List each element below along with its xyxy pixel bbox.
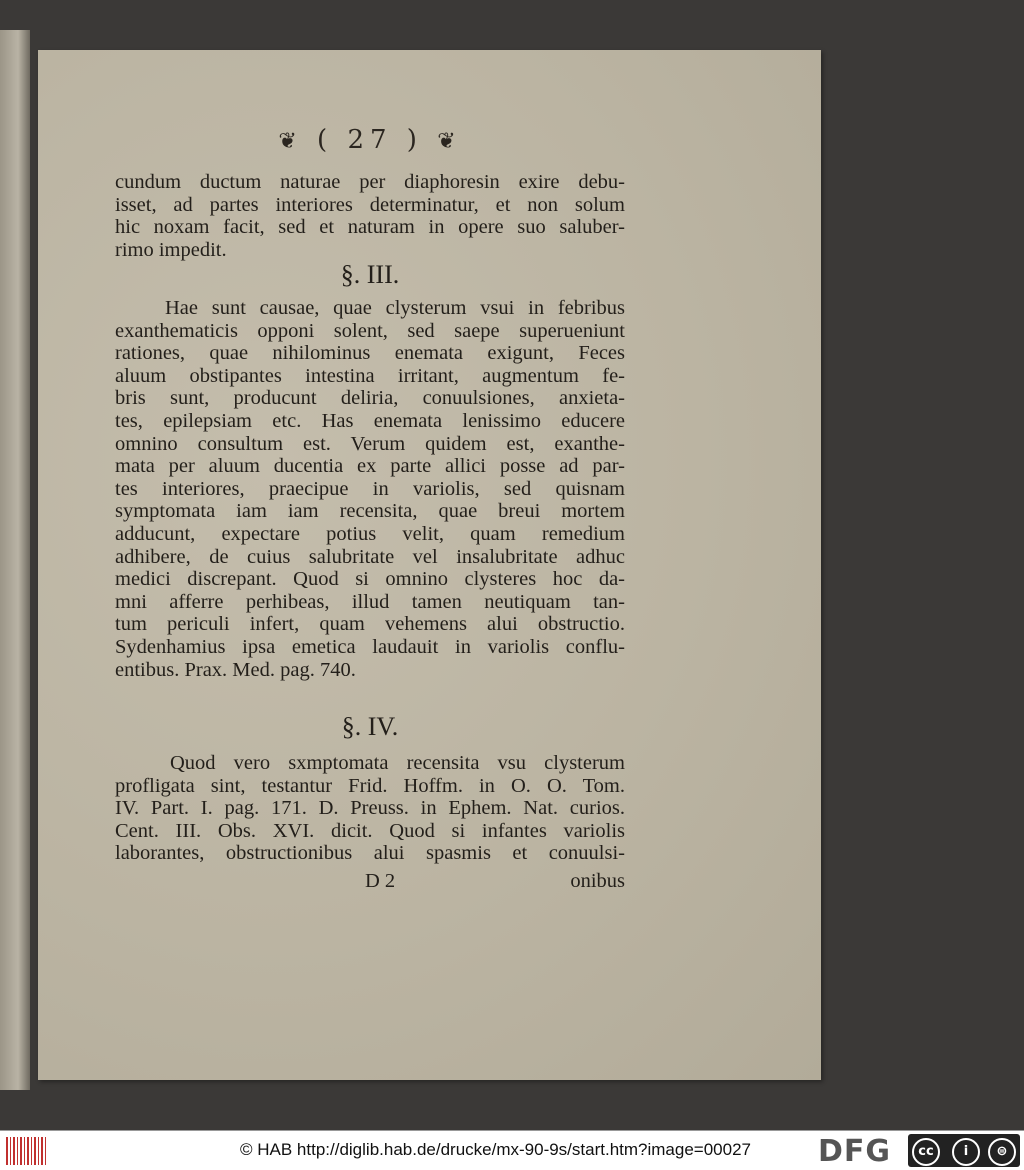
text-line: medici discrepant. Quod si omnino clysteres hoc da- bbox=[115, 568, 625, 591]
text-line: mata per aluum ducentia ex parte allici posse ad par- bbox=[115, 455, 625, 478]
section-heading: §. III. bbox=[340, 260, 400, 289]
text-line: mni afferre perhibeas, illud tamen neutiquam tan- bbox=[115, 590, 625, 613]
section-heading: §. IV. bbox=[341, 712, 399, 741]
source-credit: © HAB http://diglib.hab.de/drucke/mx-90-9s/start.htm?image=00027 bbox=[240, 1140, 751, 1159]
ornament-left-icon: ❦ bbox=[278, 129, 303, 154]
cc-icon: cc bbox=[912, 1138, 940, 1166]
page-header bbox=[270, 125, 470, 155]
dfg-logo: DFG bbox=[818, 1134, 892, 1169]
section3-paragraph bbox=[115, 297, 625, 681]
text-line: cundum ductum naturae per diaphoresin exire debu- bbox=[115, 171, 625, 193]
text-line: IV. Part. I. pag. 171. D. Preuss. in Ephem. Nat. curios. bbox=[115, 797, 625, 820]
text-line: Quod vero sxmptomata recensita vsu clysterum bbox=[170, 752, 625, 774]
signature-mark: D 2 bbox=[365, 870, 396, 892]
hab-logo-icon bbox=[6, 1137, 46, 1165]
catchword: onibus bbox=[570, 870, 625, 892]
cc-license-badge[interactable] bbox=[908, 1134, 1020, 1167]
text-line: adhibere, de cuius salubritate vel insalubritate adhuc bbox=[115, 545, 625, 568]
text-line: isset, ad partes interiores determinatur, et non solum bbox=[115, 193, 625, 216]
page-number: ( 27 ) bbox=[317, 125, 423, 155]
text-line: symptomata iam iam recensita, quae breui mortem bbox=[115, 500, 625, 523]
text-line: entibus. Prax. Med. pag. 740. bbox=[115, 658, 356, 681]
sa-icon: ⊜ bbox=[988, 1138, 1016, 1166]
text-line: laborantes, obstructionibus alui spasmis et conuulsi- bbox=[115, 842, 625, 865]
text-line: omnino consultum est. Verum quidem est, exanthe- bbox=[115, 432, 625, 455]
viewer-footer-bar bbox=[0, 1130, 1024, 1170]
intro-paragraph bbox=[115, 171, 625, 261]
text-line: tum periculi infert, quam vehemens alui obstructio. bbox=[115, 613, 625, 636]
text-line: bris sunt, producunt deliria, conuulsiones, anxieta- bbox=[115, 387, 625, 410]
text-line: Hae sunt causae, quae clysterum vsui in febribus bbox=[165, 297, 625, 319]
adjacent-page-edge bbox=[0, 30, 30, 1090]
by-icon: i bbox=[952, 1138, 980, 1166]
text-line: rimo impedit. bbox=[115, 238, 227, 261]
section4-paragraph bbox=[115, 752, 625, 865]
text-line: exanthematicis opponi solent, sed saepe superueniunt bbox=[115, 319, 625, 342]
text-line: rationes, quae nihilominus enemata exigunt, Feces bbox=[115, 342, 625, 365]
text-line: Cent. III. Obs. XVI. dicit. Quod si infantes variolis bbox=[115, 819, 625, 842]
text-line: profligata sint, testantur Frid. Hoffm. in O. O. Tom. bbox=[115, 774, 625, 797]
text-line: aluum obstipantes intestina irritant, augmentum fe- bbox=[115, 364, 625, 387]
text-line: tes, epilepsiam etc. Has enemata lenissimo educere bbox=[115, 409, 625, 432]
text-line: adducunt, expectare potius velit, quam remedium bbox=[115, 522, 625, 545]
text-line: tes interiores, praecipue in variolis, sed quisnam bbox=[115, 477, 625, 500]
ornament-right-icon: ❦ bbox=[437, 129, 462, 154]
text-line: Sydenhamius ipsa emetica laudauit in variolis conflu- bbox=[115, 635, 625, 658]
text-line: hic noxam facit, sed et naturam in opere suo saluber- bbox=[115, 216, 625, 239]
